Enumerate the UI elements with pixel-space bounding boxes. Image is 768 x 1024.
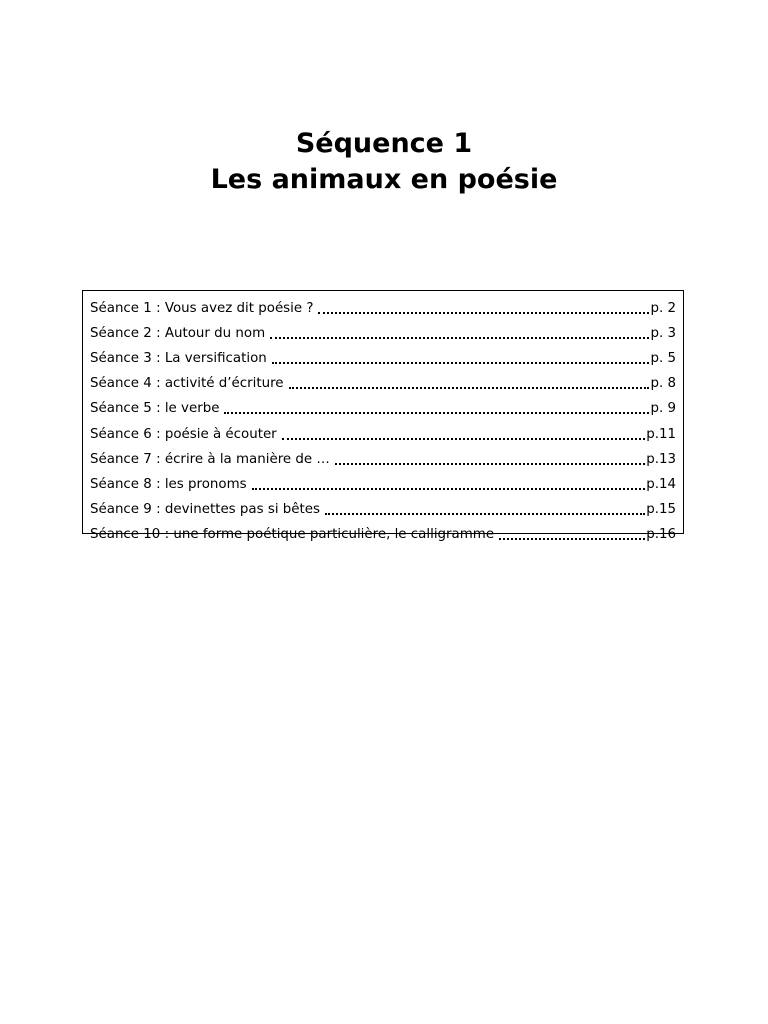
toc-entry <box>90 393 676 418</box>
toc-entry <box>90 494 676 519</box>
toc-entry-page: p.11 <box>646 426 676 442</box>
dot-leader <box>272 362 650 364</box>
toc-entry <box>90 444 676 469</box>
sequence-subtitle: Les animaux en poésie <box>210 164 558 195</box>
toc-entry-label: Séance 7 : écrire à la manière de … <box>90 451 330 467</box>
toc-entry <box>90 368 676 393</box>
toc-entry-page: p. 2 <box>650 301 676 317</box>
toc-entry-page: p.16 <box>646 526 676 542</box>
toc-entry-label: Séance 5 : le verbe <box>90 401 220 417</box>
toc-entry <box>90 318 676 343</box>
toc-entry-label: Séance 1 : Vous avez dit poésie ? <box>90 301 314 317</box>
toc-entry-page: p. 3 <box>650 326 676 342</box>
sequence-title: Séquence 1 <box>295 128 473 159</box>
toc-entry-page: p. 5 <box>650 351 676 367</box>
dot-leader <box>252 488 646 490</box>
dot-leader <box>289 387 650 389</box>
table-of-contents <box>82 290 684 542</box>
dot-leader <box>270 337 649 339</box>
toc-entry-page: p. 8 <box>650 376 676 392</box>
toc-entry <box>90 418 676 443</box>
toc-entry-label: Séance 9 : devinettes pas si bêtes <box>90 501 321 517</box>
toc-entry-label: Séance 4 : activité d’écriture <box>90 376 284 392</box>
toc-entry <box>90 343 676 368</box>
toc-entry-label: Séance 2 : Autour du nom <box>90 326 266 342</box>
toc-entry-label: Séance 10 : une forme poétique particulière, le calligramme <box>90 526 495 542</box>
toc-entry-page: p.15 <box>646 501 676 517</box>
toc-entry <box>90 519 676 544</box>
page-title <box>0 126 768 198</box>
toc-entry-label: Séance 6 : poésie à écouter <box>90 426 277 442</box>
dot-leader <box>318 312 649 314</box>
toc-entry <box>90 469 676 494</box>
toc-entry-page: p.14 <box>646 476 676 492</box>
toc-entry-page: p. 9 <box>650 401 676 417</box>
dot-leader <box>224 412 649 414</box>
toc-entry-label: Séance 8 : les pronoms <box>90 476 247 492</box>
dot-leader <box>499 538 645 540</box>
toc-entry <box>90 293 676 318</box>
dot-leader <box>335 463 645 465</box>
dot-leader <box>282 438 646 440</box>
toc-entry-page: p.13 <box>646 451 676 467</box>
dot-leader <box>325 513 645 515</box>
toc-entry-label: Séance 3 : La versification <box>90 351 267 367</box>
